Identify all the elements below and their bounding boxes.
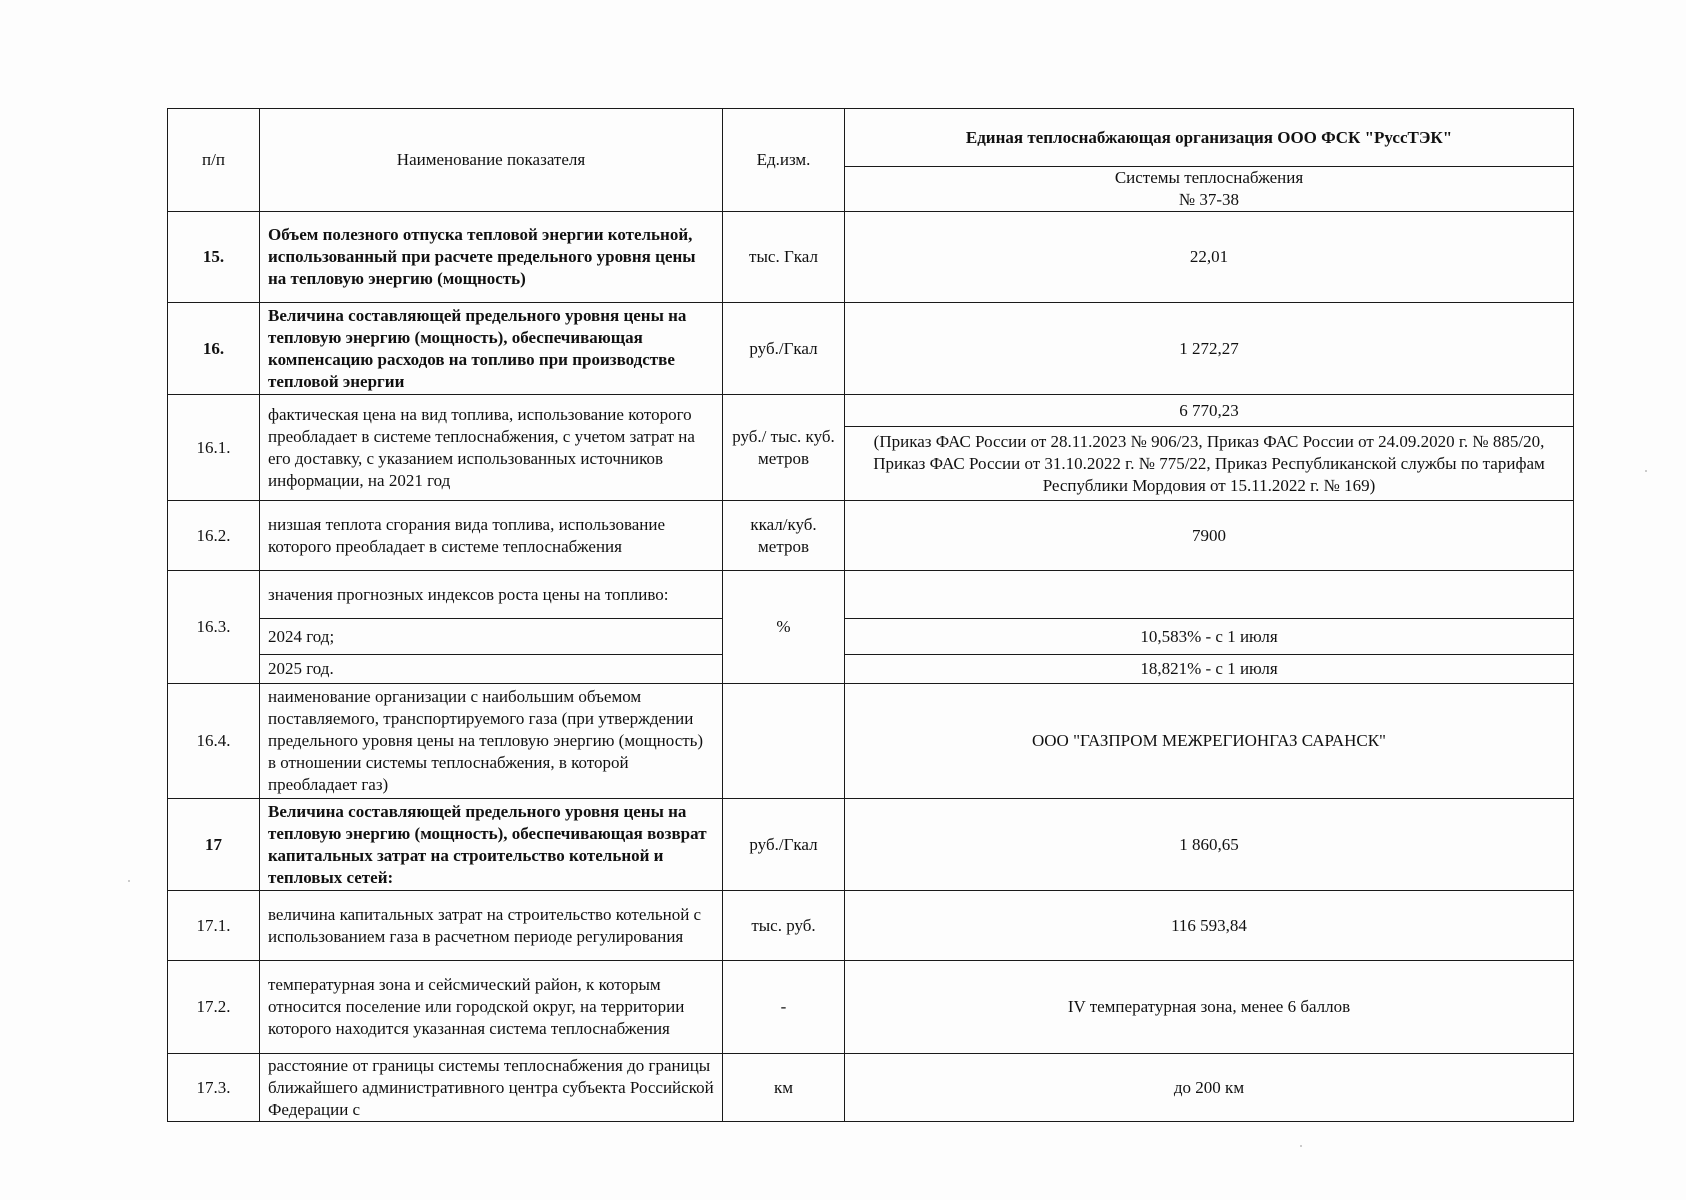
row-number: 17 (168, 799, 260, 891)
row-value: IV температурная зона, менее 6 баллов (845, 961, 1574, 1054)
row-value: 18,821% - с 1 июля (845, 655, 1574, 684)
row-value: 6 770,23 (845, 395, 1574, 427)
row-unit: % (723, 571, 845, 684)
row-value: 7900 (845, 501, 1574, 571)
row-number: 16.4. (168, 684, 260, 799)
scan-speck (1300, 1145, 1302, 1147)
row-number: 15. (168, 212, 260, 303)
row-unit: км (723, 1054, 845, 1122)
row-name: 2025 год. (260, 655, 723, 684)
row-unit: руб./Гкал (723, 303, 845, 395)
tariff-table (167, 108, 1574, 1122)
row-name: фактическая цена на вид топлива, использование которого преобладает в системе теплоснабжения, с учетом затрат на его доставку, с указанием использованных источников информации, на 2021 год (260, 395, 723, 501)
row-number: 17.2. (168, 961, 260, 1054)
header-organization: Единая теплоснабжающая организация ООО ФСК "РуссТЭК" (845, 109, 1574, 167)
row-number: 16.2. (168, 501, 260, 571)
row-value: 116 593,84 (845, 891, 1574, 961)
row-name: низшая теплота сгорания вида топлива, использование которого преобладает в системе теплоснабжения (260, 501, 723, 571)
row-name: 2024 год; (260, 619, 723, 655)
row-unit: руб./Гкал (723, 799, 845, 891)
row-number: 17.1. (168, 891, 260, 961)
table-row (168, 655, 1574, 684)
row-number: 16. (168, 303, 260, 395)
row-source: (Приказ ФАС России от 28.11.2023 № 906/23, Приказ ФАС России от 24.09.2020 г. № 885/20, Приказ ФАС России от 31.10.2022 г. № 775/22, Приказ Республиканской службы по тарифам Республики Мордовия от 15.11.2022 г. № 169) (845, 427, 1574, 501)
row-value: 1 860,65 (845, 799, 1574, 891)
row-name: величина капитальных затрат на строительство котельной с использованием газа в расчетном периоде регулирования (260, 891, 723, 961)
table-row (168, 1054, 1574, 1122)
row-name: расстояние от границы системы теплоснабжения до границы ближайшего административного центра субъекта Российской Федерации с (260, 1054, 723, 1122)
row-unit: тыс. руб. (723, 891, 845, 961)
row-name: Объем полезного отпуска тепловой энергии котельной, использованный при расчете предельного уровня цены на тепловую энергию (мощность) (260, 212, 723, 303)
table-row (168, 684, 1574, 799)
row-unit: - (723, 961, 845, 1054)
header-name: Наименование показателя (260, 109, 723, 212)
header-row (168, 109, 1574, 167)
row-unit: тыс. Гкал (723, 212, 845, 303)
table-row (168, 891, 1574, 961)
row-name: значения прогнозных индексов роста цены на топливо: (260, 571, 723, 619)
header-num: п/п (168, 109, 260, 212)
scan-speck (128, 880, 130, 882)
table-row (168, 303, 1574, 395)
row-value: 1 272,27 (845, 303, 1574, 395)
row-name: Величина составляющей предельного уровня цены на тепловую энергию (мощность), обеспечивающая возврат капитальных затрат на строительство котельной и тепловых сетей: (260, 799, 723, 891)
row-number: 16.1. (168, 395, 260, 501)
row-unit (723, 684, 845, 799)
row-number: 16.3. (168, 571, 260, 684)
header-systems-title: Системы теплоснабжения (1114, 168, 1304, 187)
table-row (168, 501, 1574, 571)
table-row (168, 961, 1574, 1054)
row-value: 10,583% - с 1 июля (845, 619, 1574, 655)
header-systems (845, 167, 1574, 212)
row-value: до 200 км (845, 1054, 1574, 1122)
header-systems-number: № 37-38 (1178, 190, 1240, 209)
row-unit: ккал/куб. метров (723, 501, 845, 571)
row-unit: руб./ тыс. куб. метров (723, 395, 845, 501)
row-name: Величина составляющей предельного уровня цены на тепловую энергию (мощность), обеспечивающая компенсацию расходов на топливо при производстве тепловой энергии (260, 303, 723, 395)
row-name: наименование организации с наибольшим объемом поставляемого, транспортируемого газа (при утверждении предельного уровня цены на тепловую энергию (мощность) в отношении системы теплоснабжения, в которой преобладает газ) (260, 684, 723, 799)
scan-speck (1645, 470, 1647, 472)
header-unit: Ед.изм. (723, 109, 845, 212)
table-row (168, 212, 1574, 303)
row-value: ООО "ГАЗПРОМ МЕЖРЕГИОНГАЗ САРАНСК" (845, 684, 1574, 799)
row-number: 17.3. (168, 1054, 260, 1122)
row-name: температурная зона и сейсмический район, к которым относится поселение или городской округ, на территории которого находится указанная система теплоснабжения (260, 961, 723, 1054)
table-row (168, 799, 1574, 891)
table-row (168, 571, 1574, 619)
table-row (168, 395, 1574, 427)
table-row (168, 619, 1574, 655)
row-value: 22,01 (845, 212, 1574, 303)
row-value (845, 571, 1574, 619)
